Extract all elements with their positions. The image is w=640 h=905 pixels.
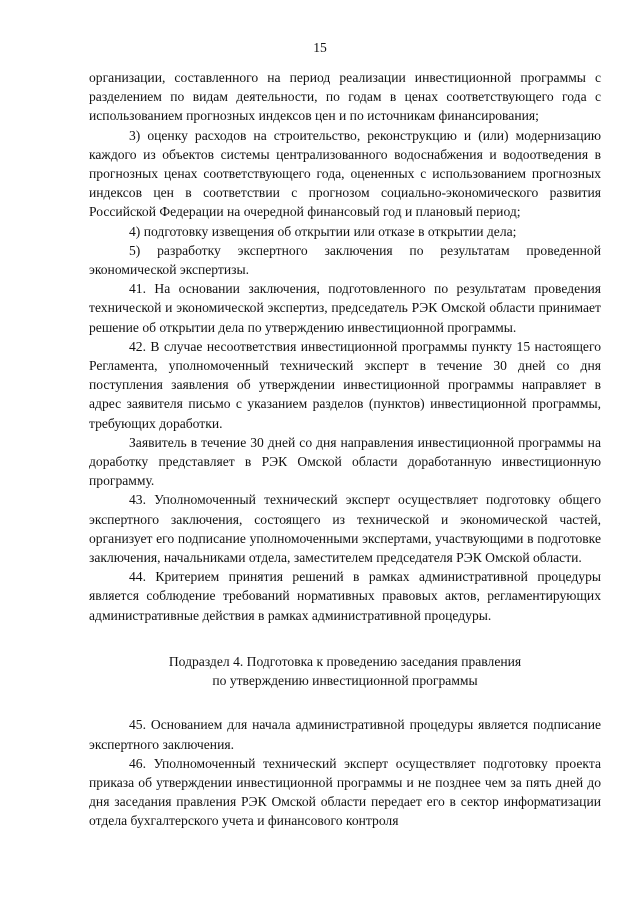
paragraph: 44. Критерием принятия решений в рамках административной процедуры является соблюдение требований нормативных правовых актов, регламентирующих административные действия в рамках административной процедуры. — [89, 569, 601, 623]
paragraph: 5) разработку экспертного заключения по результатам проведенной экономической экспертизы. — [89, 242, 601, 278]
subsection-heading-line: Подраздел 4. Подготовка к проведению заседания правления — [168, 653, 522, 669]
paragraph: 42. В случае несоответствия инвестиционной программы пункту 15 настоящего Регламента, уполномоченный технический эксперт в течение 30 дней со дня поступления заявления об утверждении инвестиционной программы направляет в адрес заявителя письмо с указанием разделов (пунктов) инвестиционной программы, требующих доработки. — [89, 338, 601, 431]
paragraph: 45. Основанием для начала административной процедуры является подписание экспертного заключения. — [89, 717, 601, 752]
paragraph: Заявитель в течение 30 дней со дня направления инвестиционной программы на доработку представляет в РЭК Омской области доработанную инвестиционную программу. — [89, 434, 601, 489]
page-number: 15 — [313, 40, 327, 55]
paragraph: 46. Уполномоченный технический эксперт осуществляет подготовку проекта приказа об утверждении инвестиционной программы и не позднее чем за пять дней до дня заседания правления РЭК Омской области передает его в сектор информатизации отдела бухгалтерского учета и финансового контроля — [89, 755, 601, 829]
paragraph: организации, составленного на период реализации инвестиционной программы с разделением по видам деятельности, по годам в ценах соответствующего года с использованием прогнозных индексов цен и по источникам финансирования; — [89, 70, 601, 124]
paragraph: 43. Уполномоченный технический эксперт осуществляет подготовку общего экспертного заключения, состоящего из технической и экономической частей, организует его подписание уполномоченными экспертами, участвующими в подготовке заключения, начальниками отдела, заместителем председателя РЭК Омской области. — [89, 492, 601, 566]
subsection-heading — [89, 652, 601, 690]
paragraph: 4) подготовку извещения об открытии или отказе в открытии дела; — [129, 223, 517, 239]
subsection-heading-line: по утверждению инвестиционной программы — [212, 673, 478, 689]
document-body — [89, 68, 601, 831]
paragraph: 3) оценку расходов на строительство, реконструкцию и (или) модернизацию каждого из объектов системы централизованного водоснабжения и водоотведения в прогнозных ценах соответствующего года, оцененных с использованием прогнозных индексов цен в соответствии с прогнозом социально-экономического развития Российской Федерации на очередной финансовый год и плановый период; — [89, 127, 601, 220]
paragraph: 41. На основании заключения, подготовленного по результатам проведения технической и экономической экспертиз, председатель РЭК Омской области принимает решение об открытии дела по утверждению инвестиционной программы. — [89, 281, 601, 335]
